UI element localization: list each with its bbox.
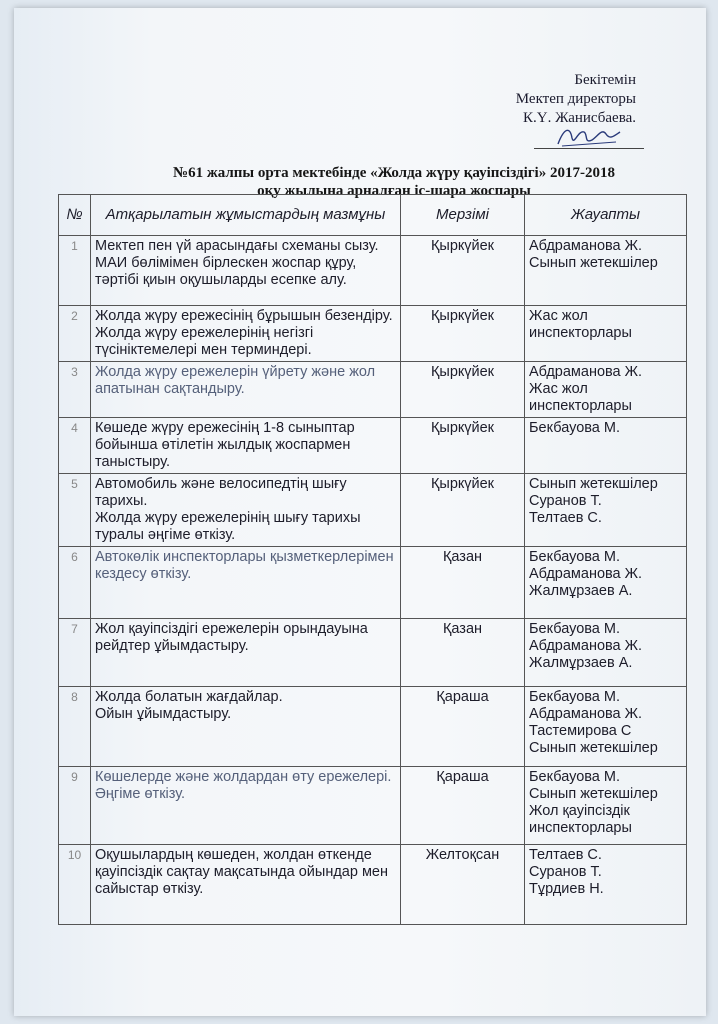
table-body xyxy=(59,236,687,925)
term-cell: Желтоқсан xyxy=(401,845,525,925)
approval-line-2: Мектеп директоры xyxy=(515,91,636,107)
work-content-cell xyxy=(91,418,401,474)
responsible-cell xyxy=(525,687,687,767)
work-content-cell xyxy=(91,306,401,362)
responsible-cell xyxy=(525,306,687,362)
term-cell: Қыркүйек xyxy=(401,418,525,474)
work-content-line: Автокөлік инспекторлары қызметкерлерімен кездесу өткізу. xyxy=(95,549,394,582)
responsible-line: Жалмұрзаев А. xyxy=(529,583,633,599)
responsible-cell xyxy=(525,474,687,547)
approval-line-3: К.Ү. Жанисбаева. xyxy=(523,110,636,126)
row-number: 1 xyxy=(59,236,91,306)
table-header-row xyxy=(59,195,687,236)
table-row xyxy=(59,619,687,687)
work-content-line: Оқушылардың көшеден, жолдан өткенде қауіпсіздік сақтау мақсатында ойындар мен сайыстар өткізу. xyxy=(95,847,388,897)
term-cell: Қазан xyxy=(401,619,525,687)
table-row xyxy=(59,418,687,474)
table-row xyxy=(59,474,687,547)
work-content-line: Көшелерде және жолдардан өту ережелері. Әңгіме өткізу. xyxy=(95,769,392,802)
row-number: 5 xyxy=(59,474,91,547)
work-content-cell xyxy=(91,236,401,306)
responsible-line: Абдраманова Ж. xyxy=(529,638,643,654)
header-num: № xyxy=(59,195,91,236)
term-cell: Қыркүйек xyxy=(401,236,525,306)
work-content-line: Жол қауіпсіздігі ережелерін орындауына рейдтер ұйымдастыру. xyxy=(95,621,368,654)
responsible-cell xyxy=(525,845,687,925)
table-row xyxy=(59,547,687,619)
responsible-line: инспекторлары xyxy=(529,820,632,836)
table-row xyxy=(59,236,687,306)
responsible-line: Жол қауіпсіздік xyxy=(529,803,630,819)
responsible-line: Бекбауова М. xyxy=(529,621,620,637)
table-row xyxy=(59,687,687,767)
work-content-cell xyxy=(91,474,401,547)
term-cell: Қыркүйек xyxy=(401,306,525,362)
responsible-line: Жас жол xyxy=(529,381,588,397)
responsible-line: Бекбауова М. xyxy=(529,420,620,436)
work-content-cell xyxy=(91,547,401,619)
responsible-line: Тастемирова С xyxy=(529,723,632,739)
responsible-line: Телтаев С. xyxy=(529,510,602,526)
responsible-cell xyxy=(525,236,687,306)
responsible-line: Жалмұрзаев А. xyxy=(529,655,633,671)
responsible-line: Сынып жетекшілер xyxy=(529,476,658,492)
term-cell: Қазан xyxy=(401,547,525,619)
responsible-line: Суранов Т. xyxy=(529,493,602,509)
work-content-cell xyxy=(91,362,401,418)
responsible-cell xyxy=(525,418,687,474)
plan-table xyxy=(58,194,687,925)
work-content-cell xyxy=(91,687,401,767)
header-work: Атқарылатын жұмыстардың мазмұны xyxy=(91,195,401,236)
title-line-2: оқу жылына арналған іс-шара жоспары xyxy=(257,183,531,199)
title-line-1: №61 жалпы орта мектебінде «Жолда жүру қауіпсіздігі» 2017-2018 xyxy=(173,165,615,181)
work-content-cell xyxy=(91,619,401,687)
signature-line xyxy=(534,148,644,149)
work-content-line: Автомобиль және велосипедтің шығу тарихы. xyxy=(95,476,347,509)
work-content-line: Жолда жүру ережелерінің шығу тарихы туралы әңгіме өткізу. xyxy=(95,510,361,543)
work-content-line: Жолда жүру ережелерін үйрету және жол апатынан сақтандыру. xyxy=(95,364,376,397)
responsible-cell xyxy=(525,767,687,845)
responsible-line: Абдраманова Ж. xyxy=(529,364,643,380)
responsible-cell xyxy=(525,547,687,619)
work-content-line: Көшеде жүру ережесінің 1-8 сыныптар бойынша өтілетін жылдық жоспармен таныстыру. xyxy=(95,420,355,470)
work-content-line: Жолда жүру ережесінің бұрышын безендіру. Жолда жүру ережелерінің негізгі түсініктемелері мен терминдері. xyxy=(95,308,393,358)
row-number: 9 xyxy=(59,767,91,845)
approval-block xyxy=(516,71,636,128)
responsible-line: Бекбауова М. xyxy=(529,769,620,785)
responsible-line: Тұрдиев Н. xyxy=(529,881,604,897)
work-content-cell xyxy=(91,767,401,845)
responsible-line: Бекбауова М. xyxy=(529,549,620,565)
row-number: 10 xyxy=(59,845,91,925)
responsible-cell xyxy=(525,619,687,687)
responsible-line: Абдраманова Ж. xyxy=(529,706,643,722)
responsible-line: Сынып жетекшілер xyxy=(529,255,658,271)
work-content-line: Мектеп пен үй арасындағы схеманы сызу. xyxy=(95,238,379,254)
director-signature xyxy=(554,122,624,150)
approval-line-1: Бекітемін xyxy=(574,72,636,88)
responsible-line: Жас жол xyxy=(529,308,588,324)
header-term: Мерзімі xyxy=(401,195,525,236)
table-row xyxy=(59,767,687,845)
responsible-line: инспекторлары xyxy=(529,325,632,341)
row-number: 4 xyxy=(59,418,91,474)
work-content-line: Жолда болатын жағдайлар. xyxy=(95,689,283,705)
responsible-line: Бекбауова М. xyxy=(529,689,620,705)
responsible-line: Сынып жетекшілер xyxy=(529,740,658,756)
responsible-line: Телтаев С. xyxy=(529,847,602,863)
row-number: 2 xyxy=(59,306,91,362)
work-content-line: МАИ бөлімімен бірлескен жоспар құру, тәртібі қиын оқушыларды есепке алу. xyxy=(95,255,357,288)
responsible-line: Абдраманова Ж. xyxy=(529,566,643,582)
row-number: 6 xyxy=(59,547,91,619)
term-cell: Қараша xyxy=(401,767,525,845)
term-cell: Қыркүйек xyxy=(401,474,525,547)
work-content-line: Ойын ұйымдастыру. xyxy=(95,706,232,722)
responsible-line: Абдраманова Ж. xyxy=(529,238,643,254)
row-number: 8 xyxy=(59,687,91,767)
responsible-line: Сынып жетекшілер xyxy=(529,786,658,802)
responsible-cell xyxy=(525,362,687,418)
header-resp: Жауапты xyxy=(525,195,687,236)
row-number: 7 xyxy=(59,619,91,687)
table-row xyxy=(59,845,687,925)
responsible-line: инспекторлары xyxy=(529,398,632,414)
term-cell: Қыркүйек xyxy=(401,362,525,418)
row-number: 3 xyxy=(59,362,91,418)
responsible-line: Суранов Т. xyxy=(529,864,602,880)
work-content-cell xyxy=(91,845,401,925)
table-row xyxy=(59,306,687,362)
table-row xyxy=(59,362,687,418)
term-cell: Қараша xyxy=(401,687,525,767)
